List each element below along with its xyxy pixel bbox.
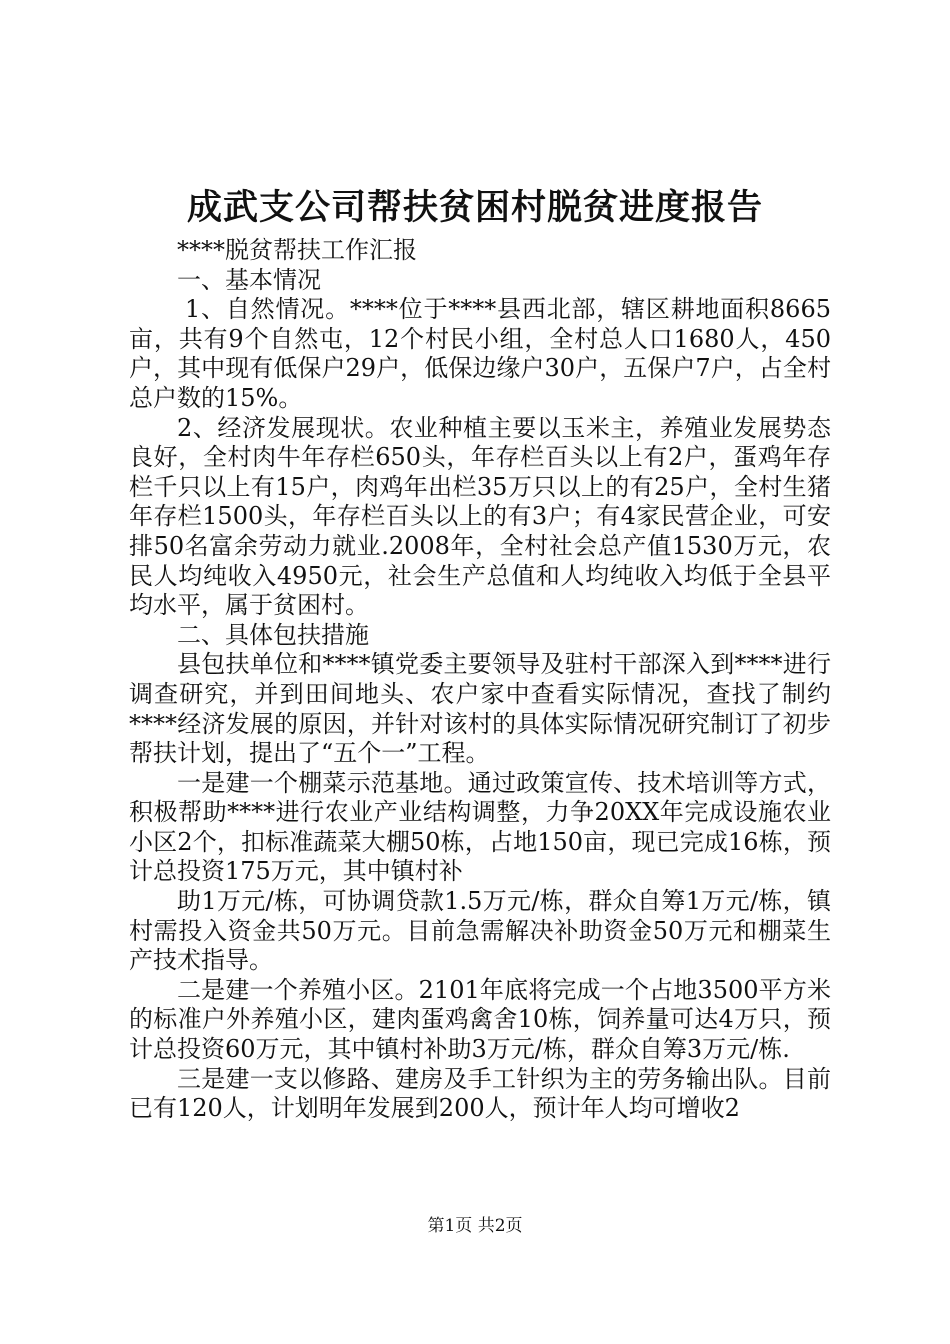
document-title: 成武支公司帮扶贫困村脱贫进度报告 — [186, 187, 763, 228]
paragraph-subsidy: 助1万元/栋，可协调贷款1.5万元/栋，群众自筹1万元/栋，镇村需投入资金共50万元。目前急需解决补助资金50万元和棚菜生产技术指导。 — [129, 887, 831, 975]
paragraph-labor-team: 三是建一支以修路、建房及手工针织为主的劳务输出队。目前已有120人，计划明年发展到200人，预计年人均可增收2 — [129, 1064, 831, 1123]
paragraph-vegetable-base: 一是建一个棚菜示范基地。通过政策宣传、技术培训等方式，积极帮助****进行农业产业结构调整，力争20XX年完成设施农业小区2个，扣标准蔬菜大棚50栋，占地150亩，现已完成16栋，预计总投资175万元，其中镇村补 — [129, 768, 831, 886]
paragraph-investigation: 县包扶单位和****镇党委主要领导及驻村干部深入到****进行调查研究，并到田间地头、农户家中查看实际情况，查找了制约****经济发展的原因，并针对该村的具体实际情况研究制订了初步帮扶计划，提出了“五个一”工程。 — [129, 650, 831, 768]
section-heading-measures: 二、具体包扶措施 — [177, 620, 369, 649]
paragraph-report-heading: ****脱贫帮扶工作汇报 — [177, 236, 417, 264]
section-heading-basic-situation: 一、基本情况 — [177, 265, 321, 294]
paragraph-economic-status: 2、经济发展现状。农业种植主要以玉米主，养殖业发展势态良好，全村肉牛年存栏650头，年存栏百头以上有2户，蛋鸡年存栏千只以上有15户，肉鸡年出栏35万只以上的有25户，全村生猪年存栏1500头，年存栏百头以上的有3户；有4家民营企业，可安排50名富余劳动力就业.2008年，全村社会总产值1530万元，农民人均纯收入4950元，社会生产总值和人均纯收入均低于全县平均水平，属于贫困村。 — [129, 413, 831, 620]
page-number-footer: 第1页 共2页 — [427, 1216, 523, 1236]
document-body — [129, 236, 831, 1124]
paragraph-natural-situation: 1、自然情况。****位于****县西北部，辖区耕地面积8665亩，共有9个自然屯，12个村民小组，全村总人口1680人，450户，其中现有低保户29户，低保边缘户30户，五保户7户，占全村总户数的15%。 — [129, 295, 831, 412]
paragraph-breeding-area: 二是建一个养殖小区。2101年底将完成一个占地3500平方米的标准户外养殖小区，建肉蛋鸡禽舍10栋，饲养量可达4万只，预计总投资60万元，其中镇村补助3万元/栋，群众自筹3万元/栋. — [129, 975, 831, 1064]
